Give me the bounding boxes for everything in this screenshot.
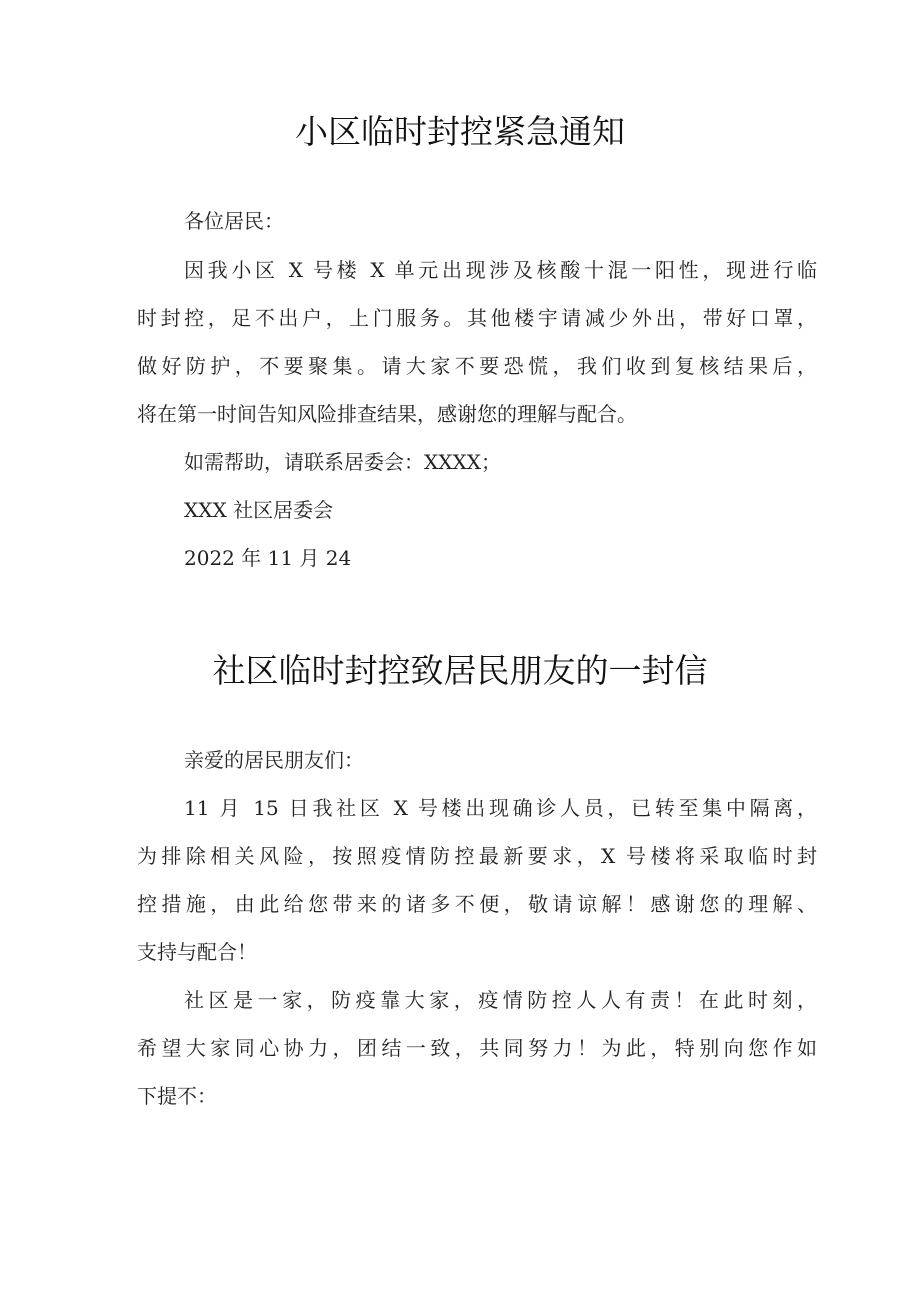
letter-salutation: 亲爱的居民朋友们： bbox=[184, 748, 364, 772]
notice-body-line-2: 时封控，足不出户，上门服务。其他楼宇请减少外出，带好口罩， bbox=[137, 306, 817, 330]
notice-signature: XXX 社区居委会 bbox=[184, 498, 334, 522]
notice-help-line: 如需帮助，请联系居委会：XXXX； bbox=[184, 450, 501, 474]
letter-paragraph2-line-2: 希望大家同心协力，团结一致，共同努力！为此，特别向您作如 bbox=[137, 1036, 817, 1060]
notice-body-line-4: 将在第一时间告知风险排查结果，感谢您的理解与配合。 bbox=[137, 402, 637, 426]
notice-salutation: 各位居民： bbox=[184, 209, 284, 233]
notice-title: 小区临时封控紧急通知 bbox=[295, 112, 625, 151]
letter-title: 社区临时封控致居民朋友的一封信 bbox=[212, 651, 708, 690]
notice-body-line-1: 因我小区 X 号楼 X 单元出现涉及核酸十混一阳性，现进行临 bbox=[184, 258, 817, 282]
letter-paragraph2-line-1: 社区是一家，防疫靠大家，疫情防控人人有责！在此时刻， bbox=[184, 988, 817, 1012]
letter-paragraph1-line-2: 为排除相关风险，按照疫情防控最新要求，X 号楼将采取临时封 bbox=[137, 844, 817, 868]
notice-body-line-3: 做好防护，不要聚集。请大家不要恐慌，我们收到复核结果后， bbox=[137, 354, 817, 378]
notice-date: 2022 年 11 月 24 bbox=[184, 546, 352, 570]
letter-paragraph1-line-3: 控措施，由此给您带来的诸多不便，敬请谅解！感谢您的理解、 bbox=[137, 892, 817, 916]
letter-paragraph2-line-3: 下提不： bbox=[137, 1084, 217, 1108]
letter-paragraph1-line-4: 支持与配合！ bbox=[137, 940, 257, 964]
letter-paragraph1-line-1: 11 月 15 日我社区 X 号楼出现确诊人员，已转至集中隔离， bbox=[184, 796, 817, 820]
